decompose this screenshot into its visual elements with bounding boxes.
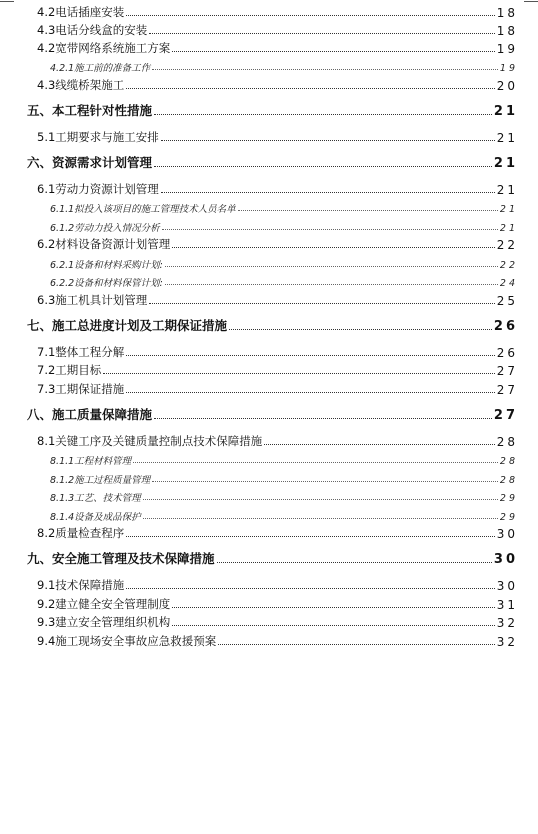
dot-leader bbox=[143, 499, 498, 500]
toc-entry-page: 30 bbox=[496, 527, 518, 541]
toc-entry-page: 21 bbox=[493, 156, 518, 171]
toc-entry-page: 20 bbox=[496, 79, 518, 93]
toc-entry-4-2-1[interactable] bbox=[0, 56, 538, 74]
toc-entry-9-2[interactable] bbox=[0, 594, 538, 612]
dot-leader bbox=[133, 462, 498, 463]
toc-entry-label: 9.3建立安全管理组织机构 bbox=[37, 615, 171, 629]
dot-leader bbox=[152, 481, 498, 482]
toc-entry-6-1[interactable] bbox=[0, 179, 538, 197]
toc-entry-page: 22 bbox=[496, 238, 518, 252]
toc-entry-9-1[interactable] bbox=[0, 575, 538, 593]
toc-entry-page: 26 bbox=[493, 319, 518, 334]
toc-entry-page: 21 bbox=[493, 104, 518, 119]
toc-entry-6-3[interactable] bbox=[0, 290, 538, 308]
toc-entry-4-3-tray[interactable] bbox=[0, 75, 538, 93]
toc-entry-7-3[interactable] bbox=[0, 379, 538, 397]
toc-entry-page: 26 bbox=[496, 346, 518, 360]
toc-entry-page: 30 bbox=[496, 579, 518, 593]
toc-entry-label: 六、资源需求计划管理 bbox=[27, 155, 153, 170]
toc-entry-label: 七、施工总进度计划及工期保证措施 bbox=[27, 318, 228, 333]
toc-entry-page: 32 bbox=[496, 635, 518, 649]
dot-leader bbox=[218, 644, 494, 645]
toc-entry-page: 27 bbox=[496, 364, 518, 378]
dot-leader bbox=[217, 562, 492, 563]
toc-entry-label: 4.2宽带网络系统施工方案 bbox=[37, 41, 171, 55]
toc-entry-label: 9.2建立健全安全管理制度 bbox=[37, 597, 171, 611]
dot-leader bbox=[154, 166, 492, 167]
toc-entry-page: 24 bbox=[499, 278, 518, 289]
toc-entry-label: 6.2.2设备和材料保管计划: bbox=[50, 278, 163, 289]
dot-leader bbox=[126, 536, 494, 537]
toc-entry-label: 6.3施工机具计划管理 bbox=[37, 293, 148, 307]
toc-entry-8-1-3[interactable] bbox=[0, 486, 538, 504]
toc-entry-6-2[interactable] bbox=[0, 234, 538, 252]
toc-entry-label: 九、安全施工管理及技术保障措施 bbox=[27, 551, 215, 566]
toc-entry-label: 8.1.4设备及成品保护 bbox=[50, 512, 141, 523]
dot-leader bbox=[172, 51, 494, 52]
toc-entry-label: 8.1.1工程材料管理 bbox=[50, 456, 132, 467]
toc-entry-page: 19 bbox=[496, 42, 518, 56]
dot-leader bbox=[126, 88, 494, 89]
toc-entry-page: 28 bbox=[499, 475, 518, 486]
toc-entry-label: 8.2质量检查程序 bbox=[37, 526, 125, 540]
dot-leader bbox=[264, 444, 494, 445]
toc-entry-page: 21 bbox=[496, 131, 518, 145]
toc-entry-label: 6.1.2劳动力投入情况分析 bbox=[50, 223, 160, 234]
toc-section-6[interactable] bbox=[0, 153, 538, 171]
dot-leader bbox=[126, 15, 494, 16]
dot-leader bbox=[149, 303, 494, 304]
toc-entry-page: 18 bbox=[496, 24, 518, 38]
toc-section-8[interactable] bbox=[0, 405, 538, 423]
toc-entry-page: 30 bbox=[493, 552, 518, 567]
toc-entry-page: 25 bbox=[496, 294, 518, 308]
toc-entry-label: 8.1.3工艺、技术管理 bbox=[50, 493, 141, 504]
toc-entry-label: 6.1劳动力资源计划管理 bbox=[37, 182, 159, 196]
toc-entry-label: 4.2电话插座安装 bbox=[37, 5, 125, 19]
toc-section-9[interactable] bbox=[0, 549, 538, 567]
dot-leader bbox=[165, 266, 498, 267]
dot-leader bbox=[103, 373, 494, 374]
toc-entry-9-4[interactable] bbox=[0, 631, 538, 649]
dot-leader bbox=[143, 518, 498, 519]
toc-entry-page: 21 bbox=[499, 223, 518, 234]
toc-entry-6-2-2[interactable] bbox=[0, 271, 538, 289]
toc-entry-label: 五、本工程针对性措施 bbox=[27, 103, 153, 118]
toc-entry-label: 8.1关键工序及关键质量控制点技术保障措施 bbox=[37, 434, 263, 448]
dot-leader bbox=[152, 69, 498, 70]
toc-entry-page: 32 bbox=[496, 616, 518, 630]
dot-leader bbox=[229, 329, 492, 330]
toc-entry-8-1-4[interactable] bbox=[0, 505, 538, 523]
toc-entry-page: 21 bbox=[499, 204, 518, 215]
toc-entry-4-2[interactable] bbox=[0, 2, 538, 20]
dot-leader bbox=[149, 33, 494, 34]
toc-entry-page: 27 bbox=[496, 383, 518, 397]
dot-leader bbox=[162, 229, 498, 230]
toc-entry-5-1[interactable] bbox=[0, 127, 538, 145]
toc-entry-page: 28 bbox=[499, 456, 518, 467]
toc-entry-8-1-2[interactable] bbox=[0, 468, 538, 486]
toc-entry-page: 18 bbox=[496, 6, 518, 20]
toc-section-7[interactable] bbox=[0, 316, 538, 334]
toc-entry-label: 7.3工期保证措施 bbox=[37, 382, 125, 396]
toc-section-5[interactable] bbox=[0, 101, 538, 119]
dot-leader bbox=[172, 247, 494, 248]
toc-entry-label: 5.1工期要求与施工安排 bbox=[37, 130, 159, 144]
toc-entry-label: 9.1技术保障措施 bbox=[37, 578, 125, 592]
toc-entry-6-1-1[interactable] bbox=[0, 197, 538, 215]
dot-leader bbox=[172, 607, 494, 608]
toc-entry-page: 31 bbox=[496, 598, 518, 612]
toc-entry-page: 29 bbox=[499, 512, 518, 523]
toc-entry-label: 6.2材料设备资源计划管理 bbox=[37, 237, 171, 251]
toc-entry-8-1-1[interactable] bbox=[0, 449, 538, 467]
toc-entry-label: 7.2工期目标 bbox=[37, 363, 102, 377]
toc-entry-8-2[interactable] bbox=[0, 523, 538, 541]
toc-entry-page: 28 bbox=[496, 435, 518, 449]
toc-entry-label: 4.3电话分线盒的安装 bbox=[37, 23, 148, 37]
toc-entry-page: 27 bbox=[493, 408, 518, 423]
toc-entry-label: 9.4施工现场安全事故应急救援预案 bbox=[37, 634, 217, 648]
dot-leader bbox=[154, 114, 492, 115]
toc-entry-label: 4.2.1施工前的准备工作 bbox=[50, 63, 151, 74]
toc-entry-6-2-1[interactable] bbox=[0, 253, 538, 271]
dot-leader bbox=[126, 392, 494, 393]
dot-leader bbox=[165, 284, 498, 285]
dot-leader bbox=[126, 588, 494, 589]
dot-leader bbox=[238, 210, 498, 211]
toc-entry-label: 7.1整体工程分解 bbox=[37, 345, 125, 359]
toc-entry-8-1[interactable] bbox=[0, 431, 538, 449]
dot-leader bbox=[154, 418, 492, 419]
toc-entry-4-2-broadband[interactable] bbox=[0, 38, 538, 56]
toc-entry-label: 8.1.2施工过程质量管理 bbox=[50, 475, 151, 486]
toc-entry-label: 八、施工质量保障措施 bbox=[27, 407, 153, 422]
dot-leader bbox=[161, 140, 495, 141]
toc-entry-page: 29 bbox=[499, 493, 518, 504]
toc-entry-6-1-2[interactable] bbox=[0, 216, 538, 234]
toc-entry-9-3[interactable] bbox=[0, 612, 538, 630]
dot-leader bbox=[172, 625, 494, 626]
toc-entry-7-1[interactable] bbox=[0, 342, 538, 360]
dot-leader bbox=[126, 355, 494, 356]
toc-entry-label: 6.2.1设备和材料采购计划: bbox=[50, 260, 163, 271]
toc-entry-page: 22 bbox=[499, 260, 518, 271]
toc-entry-page: 19 bbox=[499, 63, 518, 74]
toc-entry-label: 6.1.1拟投入该项目的施工管理技术人员名单 bbox=[50, 204, 236, 215]
dot-leader bbox=[161, 192, 495, 193]
toc-entry-4-3[interactable] bbox=[0, 20, 538, 38]
toc-entry-label: 4.3线缆桥架施工 bbox=[37, 78, 125, 92]
toc-entry-7-2[interactable] bbox=[0, 360, 538, 378]
toc-entry-page: 21 bbox=[496, 183, 518, 197]
